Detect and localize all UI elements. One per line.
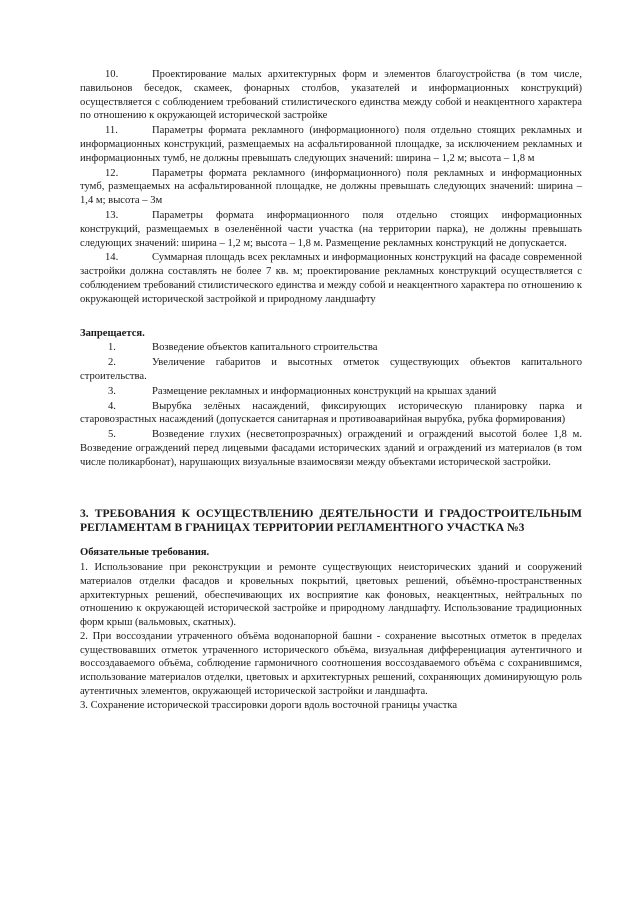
list-item	[80, 385, 582, 399]
prohibited-list	[80, 341, 582, 469]
item-text: Параметры формата рекламного (информационного) поля отдельно стоящих рекламных и информационных конструкций, размещаемых на асфальтированной площадке, за исключением рекламных и информационных тумб, не должны превышать следующих значений: ширина – 1,2 м; высота – 1,8 м	[80, 125, 582, 164]
section-title: 3. ТРЕБОВАНИЯ К ОСУЩЕСТВЛЕНИЮ ДЕЯТЕЛЬНОСТИ И ГРАДОСТРОИТЕЛЬНЫМ РЕГЛАМЕНТАМ В ГРАНИЦАХ ТЕРРИТОРИИ РЕГЛАМЕНТНОГО УЧАСТКА №3	[80, 506, 582, 534]
item-number: 10.	[105, 69, 119, 80]
list-item	[80, 124, 582, 165]
mandatory-heading: Обязательные требования.	[80, 547, 210, 559]
paragraph: 3. Сохранение исторической трассировки дороги вдоль восточной границы участка	[80, 699, 458, 711]
paragraph: 2. При воссоздании утраченного объёма водонапорной башни - сохранение высотных отметок в пределах существовавших отметок утраченного исторического объёма, визуальная дифференциация аутентичного и воссоздаваемого объёма, соблюдение гармоничного соотношения воссоздаваемого объёма с сохранившимся, использование материалов отделки, цветовых и архитектурных решений, сохраняющих доминирующую роль аутентичных элементов, окружающей исторической застройки и ландшафта.	[80, 630, 582, 698]
item-number: 4.	[108, 400, 116, 412]
item-text: Суммарная площадь всех рекламных и информационных конструкций на фасаде современной застройки должна составлять не более 7 кв. м; проектирование рекламных конструкций осуществляется с соблюдением требований стилистического единства и между собой и неакцентного характера по отношению к окружающей исторической застройкой и природному ландшафту	[80, 252, 582, 305]
list-item	[80, 68, 582, 123]
list-item	[80, 167, 582, 208]
requirements-list-continued	[80, 68, 582, 307]
item-text: Увеличение габаритов и высотных отметок существующих объектов капитального строительства.	[80, 357, 582, 382]
item-text: Возведение объектов капитального строительства	[152, 342, 378, 354]
item-text: Возведение глухих (несветопрозрачных) ограждений и ограждений высотой более 1,8 м. Возведение ограждений перед лицевыми фасадами исторических зданий и ограждений из материалов (в том числе поликарбонат), нарушающих визуальные взаимосвязи между объектами исторической застройки.	[80, 429, 582, 468]
item-text: Проектирование малых архитектурных форм и элементов благоустройства (в том числе, павильонов беседок, скамеек, фонарных столбов, указателей и информационных конструкций) осуществляется с соблюдением требований стилистического единства между собой и неакцентного характера по отношению к окружающей исторической застройке	[80, 69, 582, 122]
item-text: Вырубка зелёных насаждений, фиксирующих историческую планировку парка и старовозрастных насаждений (допускается санитарная и противоаварийная вырубка, рубка формирования)	[80, 400, 582, 426]
item-text: Параметры формата рекламного (информационного) поля рекламных и информационных тумб, размещаемых на асфальтированной площадке, не должны превышать следующих значений: ширина – 1,4 м; высота – 3м	[80, 167, 582, 207]
prohibited-heading: Запрещается.	[80, 327, 145, 339]
list-item	[80, 341, 582, 355]
list-item	[80, 209, 582, 250]
list-item	[80, 356, 582, 384]
item-number: 1.	[108, 342, 116, 354]
mandatory-requirements	[80, 561, 582, 713]
paragraph: 1. Использование при реконструкции и ремонте существующих неисторических зданий и сооружений материалов отделки фасадов и кровельных покрытий, цветовых решений, объёмно-пространственных архитектурных решений, обеспечивающих их восприятие как фоновых, неакцентных, нейтральных по отношению к окружающей исторической застройке и природному ландшафту. Использование традиционных форм крыш (вальмовых, скатных).	[80, 561, 582, 629]
item-number: 2.	[108, 357, 116, 369]
item-number: 13.	[105, 209, 119, 221]
item-number: 5.	[108, 429, 116, 441]
item-number: 3.	[108, 385, 116, 397]
item-text: Параметры формата информационного поля отдельно стоящих информационных конструкций, размещаемых в озеленённой части участка (на территории парка), не должны превышать следующих значений: ширина – 1,2 м; высота – 1,8 м. Размещение рекламных конструкций не допускается.	[80, 209, 582, 249]
item-number: 12.	[105, 167, 119, 179]
list-item	[80, 428, 582, 469]
item-text: Размещение рекламных и информационных конструкций на крышах зданий	[152, 385, 497, 397]
list-item	[80, 400, 582, 428]
item-number: 11.	[105, 125, 118, 137]
item-number: 14.	[105, 252, 119, 264]
list-item	[80, 251, 582, 306]
